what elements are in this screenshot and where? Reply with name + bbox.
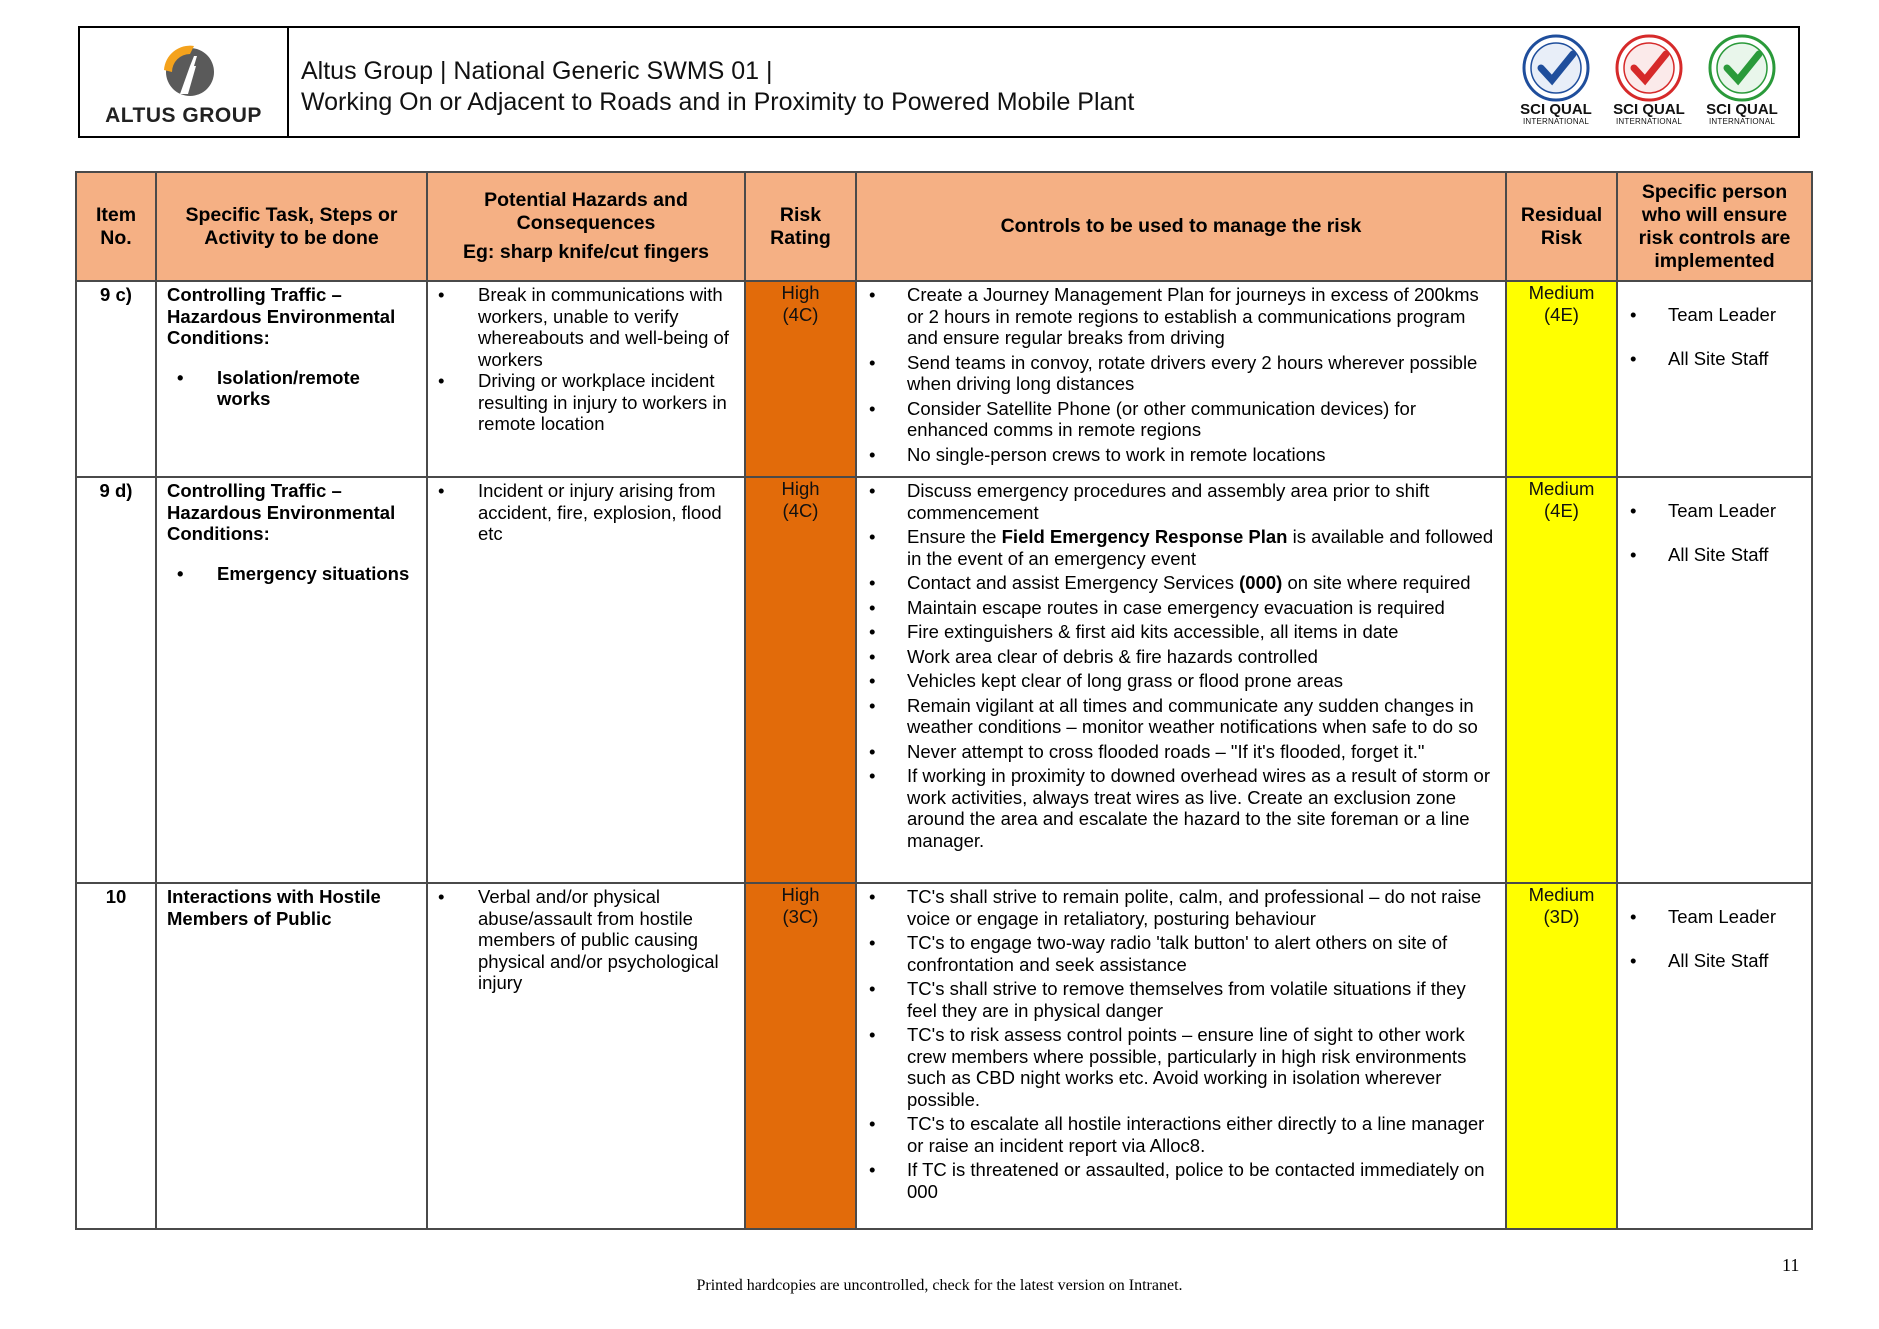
task-bullet-text: Emergency situations [217,562,410,584]
control-text: If TC is threatened or assaulted, police to be contacted immediately on 000 [907,1159,1485,1202]
col-header-controls: Controls to be used to manage the risk [856,172,1506,281]
controls-cell [856,883,1506,1229]
bullet: • [869,621,876,642]
bullet: • [438,886,445,907]
list-item [865,444,1499,466]
col-header-item: Item No. [76,172,156,281]
bullet: • [869,1159,876,1180]
list-item [865,932,1499,975]
person-text: Team Leader [1668,304,1776,325]
list-item [865,572,1499,594]
list-item [865,1113,1499,1156]
swms-table [75,171,1813,1230]
control-text-part: Ensure the [907,526,1002,547]
task-bullet-text: Isolation/remote works [217,366,360,409]
bullet: • [869,932,876,953]
residual-level: Medium [1528,884,1595,905]
control-text [907,572,1471,594]
bullet: • [869,740,876,762]
bullet: • [869,978,876,999]
control-text [907,526,1499,569]
list-item [865,741,1499,763]
col-header-task: Specific Task, Steps or Activity to be done [156,172,427,281]
bullet: • [869,886,876,907]
person-text: All Site Staff [1668,543,1769,565]
risk-code: (4C) [782,303,819,325]
risk-code: (3C) [782,905,819,927]
list-item [1628,544,1811,566]
cert-sub: INTERNATIONAL [1522,117,1589,126]
residual-code: (4E) [1544,303,1579,325]
bullet: • [869,572,876,593]
person-text: All Site Staff [1668,949,1769,971]
logo-cell [80,28,289,136]
risk-rating-cell [745,281,856,477]
list-item [436,480,738,545]
list-item [865,886,1499,929]
task-title: Controlling Traffic – Hazardous Environmental Conditions: [167,284,396,348]
list-item [865,284,1499,349]
responsible-person-cell [1617,281,1812,477]
task-bullet [167,563,418,585]
list-item [1628,906,1811,928]
risk-level: High [781,884,820,905]
cert-name: SCI QUAL [1520,101,1592,118]
task-title: Interactions with Hostile Members of Public [167,886,381,929]
certifications [1508,28,1798,136]
list-item [436,370,738,435]
person-text: All Site Staff [1668,347,1769,369]
item-number: 10 [76,883,156,1229]
bullet: • [869,1024,876,1045]
cert-badge-green [1697,34,1787,126]
bullet: • [869,526,876,547]
list-item [865,398,1499,441]
controls-cell [856,281,1506,477]
table-row [76,477,1812,883]
control-text: TC's shall strive to remain polite, calm, and professional – do not raise voice or engage in retaliatory, posturing behaviour [907,886,1482,929]
control-text: TC's to engage two-way radio 'talk button' to alert others on site of confrontation and seek assistance [907,932,1448,975]
list-item [865,1024,1499,1110]
list-item [865,978,1499,1021]
hazards-header-example: Eg: sharp knife/cut fingers [463,241,709,263]
task-title: Controlling Traffic – Hazardous Environmental Conditions: [167,480,396,544]
risk-rating-cell [745,883,856,1229]
cert-seal-icon [1703,34,1781,102]
document-header [78,26,1800,138]
list-item [865,480,1499,523]
control-text: Never attempt to cross flooded roads – "If it's flooded, forget it." [907,740,1425,762]
risk-code: (4C) [782,499,819,521]
item-number: 9 c) [76,281,156,477]
bullet: • [869,645,876,667]
control-text-bold: (000) [1239,572,1283,593]
cert-seal-icon [1517,34,1595,102]
cert-seal-icon [1610,34,1688,102]
control-text: Discuss emergency procedures and assembly area prior to shift commencement [907,480,1430,523]
list-item [865,526,1499,569]
hazard-text: Incident or injury arising from accident, fire, explosion, flood etc [478,480,722,544]
list-item [1628,950,1811,972]
risk-rating-cell [745,477,856,883]
cert-name: SCI QUAL [1613,101,1685,118]
bullet: • [1630,543,1637,565]
task-cell [156,883,427,1229]
risk-level: High [781,478,820,499]
cert-name: SCI QUAL [1706,101,1778,118]
responsible-person-cell [1617,477,1812,883]
control-text: No single-person crews to work in remote locations [907,443,1326,465]
residual-risk-cell [1506,281,1617,477]
bullet: • [177,366,184,388]
bullet: • [177,562,184,584]
bullet: • [438,480,445,501]
list-item [865,621,1499,643]
cert-badge-red [1604,34,1694,126]
bullet: • [1630,304,1637,325]
task-bullet [167,367,418,410]
hazards-header-label: Potential Hazards and Consequences [484,189,688,234]
item-number: 9 d) [76,477,156,883]
risk-level: High [781,282,820,303]
responsible-person-cell [1617,883,1812,1229]
residual-level: Medium [1528,478,1595,499]
task-cell [156,281,427,477]
hazard-text: Break in communications with workers, unable to verify whereabouts and well-being of workers [478,284,729,370]
control-text-part: on site where required [1282,572,1471,593]
bullet: • [869,765,876,786]
table-header-row [76,172,1812,281]
control-text: Remain vigilant at all times and communicate any sudden changes in weather conditions – monitor weather notifications when safe to do so [907,694,1478,737]
control-text: Work area clear of debris & fire hazards controlled [907,645,1318,667]
bullet: • [869,351,876,373]
control-text: Create a Journey Management Plan for journeys in excess of 200kms or 2 hours in remote regions to establish a communications program and ensure regular breaks from driving [907,284,1479,348]
control-text: TC's shall strive to remove themselves from volatile situations if they feel they are in physical danger [907,978,1466,1021]
list-item [865,695,1499,738]
logo-text: ALTUS GROUP [105,104,262,127]
residual-code: (4E) [1544,499,1579,521]
control-text: Vehicles kept clear of long grass or flood prone areas [907,670,1344,691]
bullet: • [869,397,876,419]
bullet: • [1630,347,1637,369]
control-text: Consider Satellite Phone (or other communication devices) for enhanced comms in remote regions [907,397,1416,440]
bullet: • [869,694,876,716]
hazards-cell [427,281,745,477]
table-row [76,281,1812,477]
col-header-risk: Risk Rating [745,172,856,281]
bullet: • [1630,500,1637,521]
cert-sub: INTERNATIONAL [1708,117,1775,126]
bullet: • [438,370,445,391]
residual-level: Medium [1528,282,1595,303]
col-header-residual: Residual Risk [1506,172,1617,281]
hazard-text: Verbal and/or physical abuse/assault from hostile members of public causing physical and/or psychological injury [478,886,719,993]
table-row [76,883,1812,1229]
control-text: TC's to escalate all hostile interactions either directly to a line manager or raise an incident report via Alloc8. [907,1113,1485,1156]
hazard-text: Driving or workplace incident resulting in injury to workers in remote location [478,370,727,434]
bullet: • [869,670,876,691]
bullet: • [438,284,445,305]
bullet: • [869,443,876,465]
control-text: TC's to risk assess control points – ensure line of sight to other work crew members where possible, particularly in high risk environments such as CBD night works etc. Avoid working in isolation wherever possible. [907,1024,1467,1110]
list-item [1628,500,1811,522]
control-text-bold: Field Emergency Response Plan [1001,526,1288,547]
person-text: Team Leader [1668,500,1776,521]
list-item [865,646,1499,668]
page-number: 11 [1782,1255,1800,1275]
control-text: Send teams in convoy, rotate drivers every 2 hours wherever possible when driving long distances [907,351,1478,394]
cert-badge-blue [1511,34,1601,126]
control-text: Fire extinguishers & first aid kits accessible, all items in date [907,621,1399,642]
residual-risk-cell [1506,477,1617,883]
bullet: • [869,480,876,501]
footer-note: Printed hardcopies are uncontrolled, check for the latest version on Intranet. [696,1277,1183,1294]
list-item [436,284,738,370]
bullet: • [869,284,876,305]
control-text-part: is available and followed in the event of an emergency event [907,526,1494,569]
residual-code: (3D) [1543,905,1580,927]
task-cell [156,477,427,883]
altus-logo-icon [150,36,222,108]
document-title [289,28,1508,136]
controls-cell [856,477,1506,883]
bullet: • [869,596,876,618]
title-line-2: Working On or Adjacent to Roads and in Proximity to Powered Mobile Plant [301,88,1135,116]
list-item [1628,348,1811,370]
bullet: • [869,1113,876,1134]
control-text: If working in proximity to downed overhead wires as a result of storm or work activities, always treat wires as live. Create an exclusion zone around the area and escalate the hazard to the site foreman or a line manager. [907,765,1490,851]
cert-sub: INTERNATIONAL [1615,117,1682,126]
list-item [865,670,1499,692]
control-text-part: Contact and assist Emergency Services [907,572,1240,593]
person-text: Team Leader [1668,906,1776,927]
list-item [436,886,738,994]
title-line-1: Altus Group | National Generic SWMS 01 | [301,57,773,85]
hazards-cell [427,883,745,1229]
col-header-person: Specific person who will ensure risk controls are implemented [1617,172,1812,281]
control-text: Maintain escape routes in case emergency evacuation is required [907,596,1445,618]
list-item [865,765,1499,851]
bullet: • [1630,906,1637,927]
list-item [865,597,1499,619]
residual-risk-cell [1506,883,1617,1229]
col-header-hazards [427,172,745,281]
list-item [1628,304,1811,326]
list-item [865,352,1499,395]
list-item [865,1159,1499,1202]
bullet: • [1630,949,1637,971]
hazards-cell [427,477,745,883]
